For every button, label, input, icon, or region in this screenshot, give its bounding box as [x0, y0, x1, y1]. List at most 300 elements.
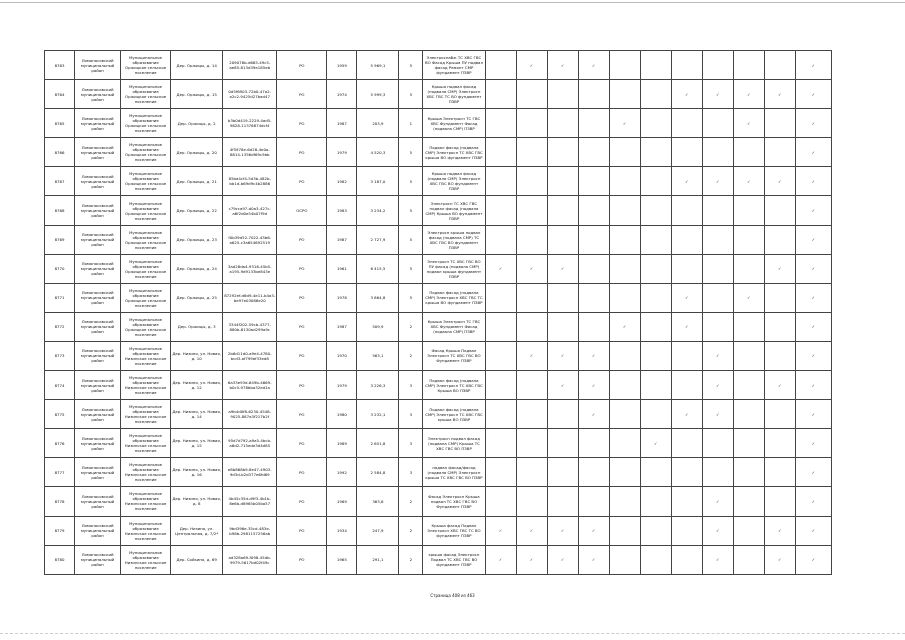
checkmark-icon: ✓ [498, 528, 503, 534]
check-cell [547, 371, 578, 400]
cell-works: Крыша подвал фасад (подвала СМР) Электросн ХВС ГВС ТС ВО фундамент ПЗВР [423, 80, 485, 109]
check-cell [485, 138, 516, 167]
cell-uid: 95d7d792-a9a5-4bcb-a6d2-715ede3d4d85 [223, 429, 277, 458]
cell-district: Ломоносовский муниципальный район [75, 429, 121, 458]
checkmark-icon: ✓ [716, 178, 720, 184]
cell-settlement: Муниципальное образование Оржицкое сельское поселение [121, 51, 171, 80]
check-cell [578, 283, 609, 312]
check-cell [547, 545, 578, 574]
cell-num: 8774 [45, 371, 75, 400]
check-cell [733, 283, 764, 312]
cell-floors: 5 [399, 283, 423, 312]
check-cell [485, 283, 516, 312]
cell-area: 2 584,8 [357, 458, 399, 487]
cell-uid: 0d5f6903-72b0-47a2-a2c2-9425d27bad47 [223, 80, 277, 109]
check-cell [578, 400, 609, 429]
cell-uid: 9bd396e-35cd-483e-b98b-2981157256ab [223, 516, 277, 545]
checkmark-icon: ✓ [591, 62, 596, 68]
check-cell [609, 400, 640, 429]
check-cell [609, 225, 640, 254]
cell-num: 8778 [45, 487, 75, 516]
check-cell [516, 371, 547, 400]
table-row [45, 283, 832, 312]
checkmark-icon: ✓ [654, 440, 658, 446]
check-cell [485, 487, 516, 516]
check-cell [547, 312, 578, 341]
cell-settlement: Муниципальное образование Оржицкое сельское поселение [121, 138, 171, 167]
check-cell [485, 400, 516, 429]
checkmark-icon: ✓ [591, 411, 596, 417]
check-cell [485, 167, 516, 196]
check-cell [640, 371, 671, 400]
cell-district: Ломоносовский муниципальный район [75, 545, 121, 574]
check-cell [609, 51, 640, 80]
cell-settlement: Муниципальное образование Низинское сельское поселение [121, 458, 171, 487]
checkmark-icon: ✓ [529, 557, 534, 563]
cell-type: РО [277, 80, 327, 109]
check-cell [578, 429, 609, 458]
check-cell [764, 225, 795, 254]
cell-uid: f0b39d52-7022-43b6-a625-c3a654692519 [223, 225, 277, 254]
cell-works: Крыша фасад Подвал Электросн ХВС ГВС ТС ВО фундамент ПЗВР [423, 516, 485, 545]
table-row [45, 312, 832, 341]
check-cell [671, 429, 702, 458]
cell-floors: 3 [399, 371, 423, 400]
registry-table [44, 50, 832, 575]
check-cell [702, 371, 733, 400]
check-cell [764, 51, 795, 80]
cell-area: 291,1 [357, 545, 399, 574]
cell-area: 363,6 [357, 487, 399, 516]
cell-settlement: Муниципальное образование Низинское сельское поселение [121, 371, 171, 400]
cell-works: Электросн крыша подвал фасад (подвала СМР) ТС ХВС ГВС ВО фундамент ПЗВР [423, 225, 485, 254]
table-row [45, 458, 832, 487]
cell-num: 8780 [45, 545, 75, 574]
cell-num: 8763 [45, 51, 75, 80]
cell-uid: 3ad28da4-9316-45b5-a195-9d9133be843e [223, 254, 277, 283]
checkmark-icon: ✓ [498, 557, 503, 563]
cell-floors: 5 [399, 225, 423, 254]
checkmark-icon: ✓ [811, 149, 816, 155]
check-cell [795, 196, 831, 225]
check-cell [609, 429, 640, 458]
check-cell [795, 167, 831, 196]
checkmark-icon: ✓ [747, 91, 751, 97]
check-cell [733, 51, 764, 80]
cell-year: 1934 [327, 516, 357, 545]
cell-num: 8770 [45, 254, 75, 283]
checkmark-icon: ✓ [716, 498, 720, 504]
cell-uid: 87292ef-d6d9-4e11-b4a3-be97e03086e20 [223, 283, 277, 312]
cell-area: 563,1 [357, 341, 399, 370]
bottom-divider [0, 633, 905, 634]
checkmark-icon: ✓ [560, 382, 565, 388]
cell-district: Ломоносовский муниципальный район [75, 341, 121, 370]
check-cell [702, 458, 733, 487]
check-cell [702, 51, 733, 80]
cell-settlement: Муниципальное образование Низинское сельское поселение [121, 400, 171, 429]
check-cell [733, 487, 764, 516]
check-cell [609, 283, 640, 312]
cell-num: 8765 [45, 109, 75, 138]
check-cell [547, 51, 578, 80]
check-cell [485, 312, 516, 341]
check-cell [609, 545, 640, 574]
checkmark-icon: ✓ [591, 557, 596, 563]
check-cell [733, 458, 764, 487]
cell-area: 3 864,8 [357, 283, 399, 312]
check-cell [516, 109, 547, 138]
checkmark-icon: ✓ [529, 528, 534, 534]
check-cell [702, 400, 733, 429]
checkmark-icon: ✓ [591, 353, 596, 359]
check-cell [733, 371, 764, 400]
cell-num: 8776 [45, 429, 75, 458]
cell-year: 1961 [327, 254, 357, 283]
check-cell [640, 51, 671, 80]
check-cell [671, 516, 702, 545]
check-cell [485, 196, 516, 225]
table-row [45, 429, 832, 458]
check-cell [733, 225, 764, 254]
cell-works: Подвал фасад (подвала СМР) Электросн ТС ХВС ГВС крыша ВО ПЗВР [423, 400, 485, 429]
checkmark-icon: ✓ [685, 324, 689, 330]
check-cell [609, 487, 640, 516]
cell-year: 1992 [327, 458, 357, 487]
cell-district: Ломоносовский муниципальный район [75, 138, 121, 167]
check-cell [547, 80, 578, 109]
cell-area: 3 226,3 [357, 371, 399, 400]
checkmark-icon: ✓ [778, 382, 782, 388]
cell-address: Дер. Оржицы, д. 23 [171, 225, 223, 254]
check-cell [516, 138, 547, 167]
cell-area: 3 234,2 [357, 196, 399, 225]
check-cell [485, 80, 516, 109]
cell-works: Электросн подвал фасад (подвала СМР) Крыша ТС ХВС ГВС ВО ПЗВР [423, 429, 485, 458]
check-cell [640, 225, 671, 254]
check-cell [547, 487, 578, 516]
cell-district: Ломоносовский муниципальный район [75, 109, 121, 138]
check-cell [640, 254, 671, 283]
checkmark-icon: ✓ [778, 266, 782, 272]
check-cell [795, 487, 831, 516]
check-cell [609, 254, 640, 283]
check-cell [764, 429, 795, 458]
cell-area: 6 415,5 [357, 254, 399, 283]
cell-uid: 209078b-d665-49c5-ae85-813d39e185eb [223, 51, 277, 80]
check-cell [671, 167, 702, 196]
check-cell [485, 429, 516, 458]
table-row [45, 400, 832, 429]
checkmark-icon: ✓ [778, 528, 782, 534]
cell-district: Ломоносовский муниципальный район [75, 51, 121, 80]
cell-num: 8768 [45, 196, 75, 225]
check-cell [547, 225, 578, 254]
cell-type: РО [277, 312, 327, 341]
check-cell [764, 80, 795, 109]
check-cell [640, 138, 671, 167]
cell-works: Крыша Электросн ТС ГВС ХВС Фундамент Фасад (подвала СМР) ПЗВР [423, 109, 485, 138]
cell-uid: b3b0d419-2229-4ad5-9828-11376874dcf4 [223, 109, 277, 138]
check-cell [764, 109, 795, 138]
check-cell [702, 516, 733, 545]
checkmark-icon: ✓ [716, 353, 720, 359]
cell-floors: 5 [399, 138, 423, 167]
cell-year: 1982 [327, 167, 357, 196]
check-cell [733, 80, 764, 109]
cell-type: РО [277, 51, 327, 80]
cell-settlement: Муниципальное образование Низинское сельское поселение [121, 429, 171, 458]
cell-uid: a9b4d0f8-6230-4548-9025-887a3f217b2f [223, 400, 277, 429]
checkmark-icon: ✓ [716, 91, 720, 97]
table-row [45, 545, 832, 574]
check-cell [733, 516, 764, 545]
check-cell [547, 138, 578, 167]
check-cell [485, 371, 516, 400]
cell-floors: 5 [399, 254, 423, 283]
checkmark-icon: ✓ [529, 62, 534, 68]
check-cell [733, 196, 764, 225]
check-cell [609, 109, 640, 138]
check-cell [640, 516, 671, 545]
check-cell [671, 487, 702, 516]
cell-district: Ломоносовский муниципальный район [75, 487, 121, 516]
checkmark-icon: ✓ [685, 91, 689, 97]
cell-num: 8767 [45, 167, 75, 196]
check-cell [702, 225, 733, 254]
checkmark-icon: ✓ [811, 469, 816, 475]
check-cell [578, 458, 609, 487]
table-row [45, 167, 832, 196]
cell-settlement: Муниципальное образование Оржицкое сельское поселение [121, 196, 171, 225]
check-cell [640, 429, 671, 458]
check-cell [764, 487, 795, 516]
check-cell [578, 371, 609, 400]
cell-address: Дер. Сойкино, д. 69 [171, 545, 223, 574]
checkmark-icon: ✓ [811, 440, 816, 446]
cell-type: ОСРО [277, 196, 327, 225]
cell-area: 3 187,0 [357, 167, 399, 196]
cell-year: 1987 [327, 109, 357, 138]
cell-address: Дер. Оржицы, д. 3 [171, 312, 223, 341]
cell-type: РО [277, 283, 327, 312]
cell-address: Дер. Низино, ул. Новая, д. 10 [171, 341, 223, 370]
cell-year: 1979 [327, 138, 357, 167]
check-cell [578, 225, 609, 254]
checkmark-icon: ✓ [811, 528, 816, 534]
checkmark-icon: ✓ [685, 295, 689, 301]
cell-area: 247,9 [357, 516, 399, 545]
check-cell [578, 254, 609, 283]
cell-works: Крыша подвал фасад (подвала СМР) Электросн ХВС ГВС ВО фундамент ПЗВР [423, 167, 485, 196]
table-row [45, 138, 832, 167]
cell-type: РО [277, 109, 327, 138]
cell-uid: ad328a69-f098-45db-9979-5617bd02f49c [223, 545, 277, 574]
check-cell [547, 283, 578, 312]
check-cell [516, 458, 547, 487]
check-cell [516, 283, 547, 312]
cell-year: 1987 [327, 225, 357, 254]
cell-address: Дер. Низино, ул. Новая, д. 8 [171, 487, 223, 516]
check-cell [516, 254, 547, 283]
cell-address: Дер. Низино, ул. Новая, д. 16 [171, 458, 223, 487]
check-cell [671, 400, 702, 429]
check-cell [671, 225, 702, 254]
check-cell [485, 254, 516, 283]
check-cell [671, 371, 702, 400]
checkmark-icon: ✓ [811, 411, 816, 417]
checkmark-icon: ✓ [560, 266, 565, 272]
cell-uid: 3344f202-59cb-4377-880b-6130ad299a9c [223, 312, 277, 341]
check-cell [795, 109, 831, 138]
cell-address: Дер. Оржицы, д. 25 [171, 283, 223, 312]
checkmark-icon: ✓ [623, 120, 627, 126]
check-cell [795, 80, 831, 109]
cell-district: Ломоносовский муниципальный район [75, 371, 121, 400]
check-cell [578, 109, 609, 138]
check-cell [733, 138, 764, 167]
table-row [45, 254, 832, 283]
cell-district: Ломоносовский муниципальный район [75, 167, 121, 196]
cell-address: Дер. Оржицы, д. 2 [171, 109, 223, 138]
cell-settlement: Муниципальное образование Оржицкое сельское поселение [121, 283, 171, 312]
checkmark-icon: ✓ [811, 208, 816, 214]
check-cell [578, 196, 609, 225]
check-cell [609, 138, 640, 167]
cell-address: Дер. Низино, ул. Новая, д. 14 [171, 400, 223, 429]
check-cell [671, 458, 702, 487]
cell-area: 203,9 [357, 109, 399, 138]
checkmark-icon: ✓ [685, 411, 689, 417]
check-cell [764, 312, 795, 341]
check-cell [547, 400, 578, 429]
check-cell [640, 312, 671, 341]
check-cell [578, 341, 609, 370]
checkmark-icon: ✓ [623, 324, 627, 330]
check-cell [547, 254, 578, 283]
check-cell [671, 283, 702, 312]
cell-year: 1989 [327, 429, 357, 458]
check-cell [516, 312, 547, 341]
check-cell [516, 51, 547, 80]
check-cell [733, 254, 764, 283]
table-row [45, 80, 832, 109]
check-cell [702, 167, 733, 196]
checkmark-icon: ✓ [716, 528, 720, 534]
check-cell [795, 429, 831, 458]
cell-settlement: Муниципальное образование Оржицкое сельское поселение [121, 167, 171, 196]
check-cell [795, 138, 831, 167]
cell-area: 4 520,3 [357, 138, 399, 167]
check-cell [764, 341, 795, 370]
cell-floors: 2 [399, 487, 423, 516]
table-row [45, 51, 832, 80]
check-cell [764, 138, 795, 167]
cell-address: Дер. Оржицы, д. 14 [171, 51, 223, 80]
check-cell [578, 487, 609, 516]
check-cell [485, 545, 516, 574]
check-cell [702, 138, 733, 167]
checkmark-icon: ✓ [560, 557, 565, 563]
check-cell [578, 51, 609, 80]
table-row [45, 487, 832, 516]
checkmark-icon: ✓ [529, 266, 534, 272]
check-cell [516, 487, 547, 516]
cell-settlement: Муниципальное образование Оржицкое сельское поселение [121, 109, 171, 138]
cell-num: 8764 [45, 80, 75, 109]
cell-address: Дер. Низино, ул. Новая, д. 12 [171, 371, 223, 400]
check-cell [640, 80, 671, 109]
check-cell [764, 167, 795, 196]
cell-year: 1970 [327, 341, 357, 370]
cell-floors: 3 [399, 429, 423, 458]
cell-address: Дер. Оржицы, д. 24 [171, 254, 223, 283]
cell-floors: 5 [399, 196, 423, 225]
cell-num: 8769 [45, 225, 75, 254]
cell-floors: 3 [399, 458, 423, 487]
checkmark-icon: ✓ [716, 411, 720, 417]
cell-address: Дер. Оржицы, д. 20 [171, 138, 223, 167]
check-cell [485, 225, 516, 254]
check-cell [764, 400, 795, 429]
cell-settlement: Муниципальное образование Низинское сельское поселение [121, 341, 171, 370]
check-cell [516, 429, 547, 458]
table-row [45, 516, 832, 545]
check-cell [795, 516, 831, 545]
checkmark-icon: ✓ [811, 353, 816, 359]
check-cell [485, 458, 516, 487]
cell-type: РО [277, 167, 327, 196]
check-cell [578, 138, 609, 167]
cell-district: Ломоносовский муниципальный район [75, 458, 121, 487]
cell-settlement: Муниципальное образование Низинское сельское поселение [121, 545, 171, 574]
check-cell [702, 341, 733, 370]
check-cell [702, 80, 733, 109]
check-cell [516, 516, 547, 545]
check-cell [547, 516, 578, 545]
cell-works: подвал фасад/фасад (подвала СМР) Электросн крыша ТС ХВС ГВС ВО ПЗВР [423, 458, 485, 487]
checkmark-icon: ✓ [747, 295, 751, 301]
cell-num: 8779 [45, 516, 75, 545]
check-cell [702, 196, 733, 225]
checkmark-icon: ✓ [811, 91, 816, 97]
check-cell [764, 283, 795, 312]
cell-floors: 2 [399, 341, 423, 370]
cell-district: Ломоносовский муниципальный район [75, 283, 121, 312]
cell-area: 2 651,8 [357, 429, 399, 458]
cell-district: Ломоносовский муниципальный район [75, 225, 121, 254]
check-cell [578, 80, 609, 109]
cell-district: Ломоносовский муниципальный район [75, 516, 121, 545]
check-cell [485, 341, 516, 370]
cell-settlement: Муниципальное образование Низинское сельское поселение [121, 516, 171, 545]
cell-floors: 2 [399, 516, 423, 545]
cell-district: Ломоносовский муниципальный район [75, 400, 121, 429]
checkmark-icon: ✓ [716, 382, 720, 388]
table-row [45, 341, 832, 370]
cell-num: 8773 [45, 341, 75, 370]
cell-floors: 5 [399, 80, 423, 109]
cell-type: РО [277, 458, 327, 487]
cell-year: 1980 [327, 400, 357, 429]
check-cell [609, 196, 640, 225]
checkmark-icon: ✓ [529, 353, 534, 359]
check-cell [609, 80, 640, 109]
cell-district: Ломоносовский муниципальный район [75, 80, 121, 109]
check-cell [671, 109, 702, 138]
check-cell [578, 516, 609, 545]
cell-year: 1987 [327, 312, 357, 341]
